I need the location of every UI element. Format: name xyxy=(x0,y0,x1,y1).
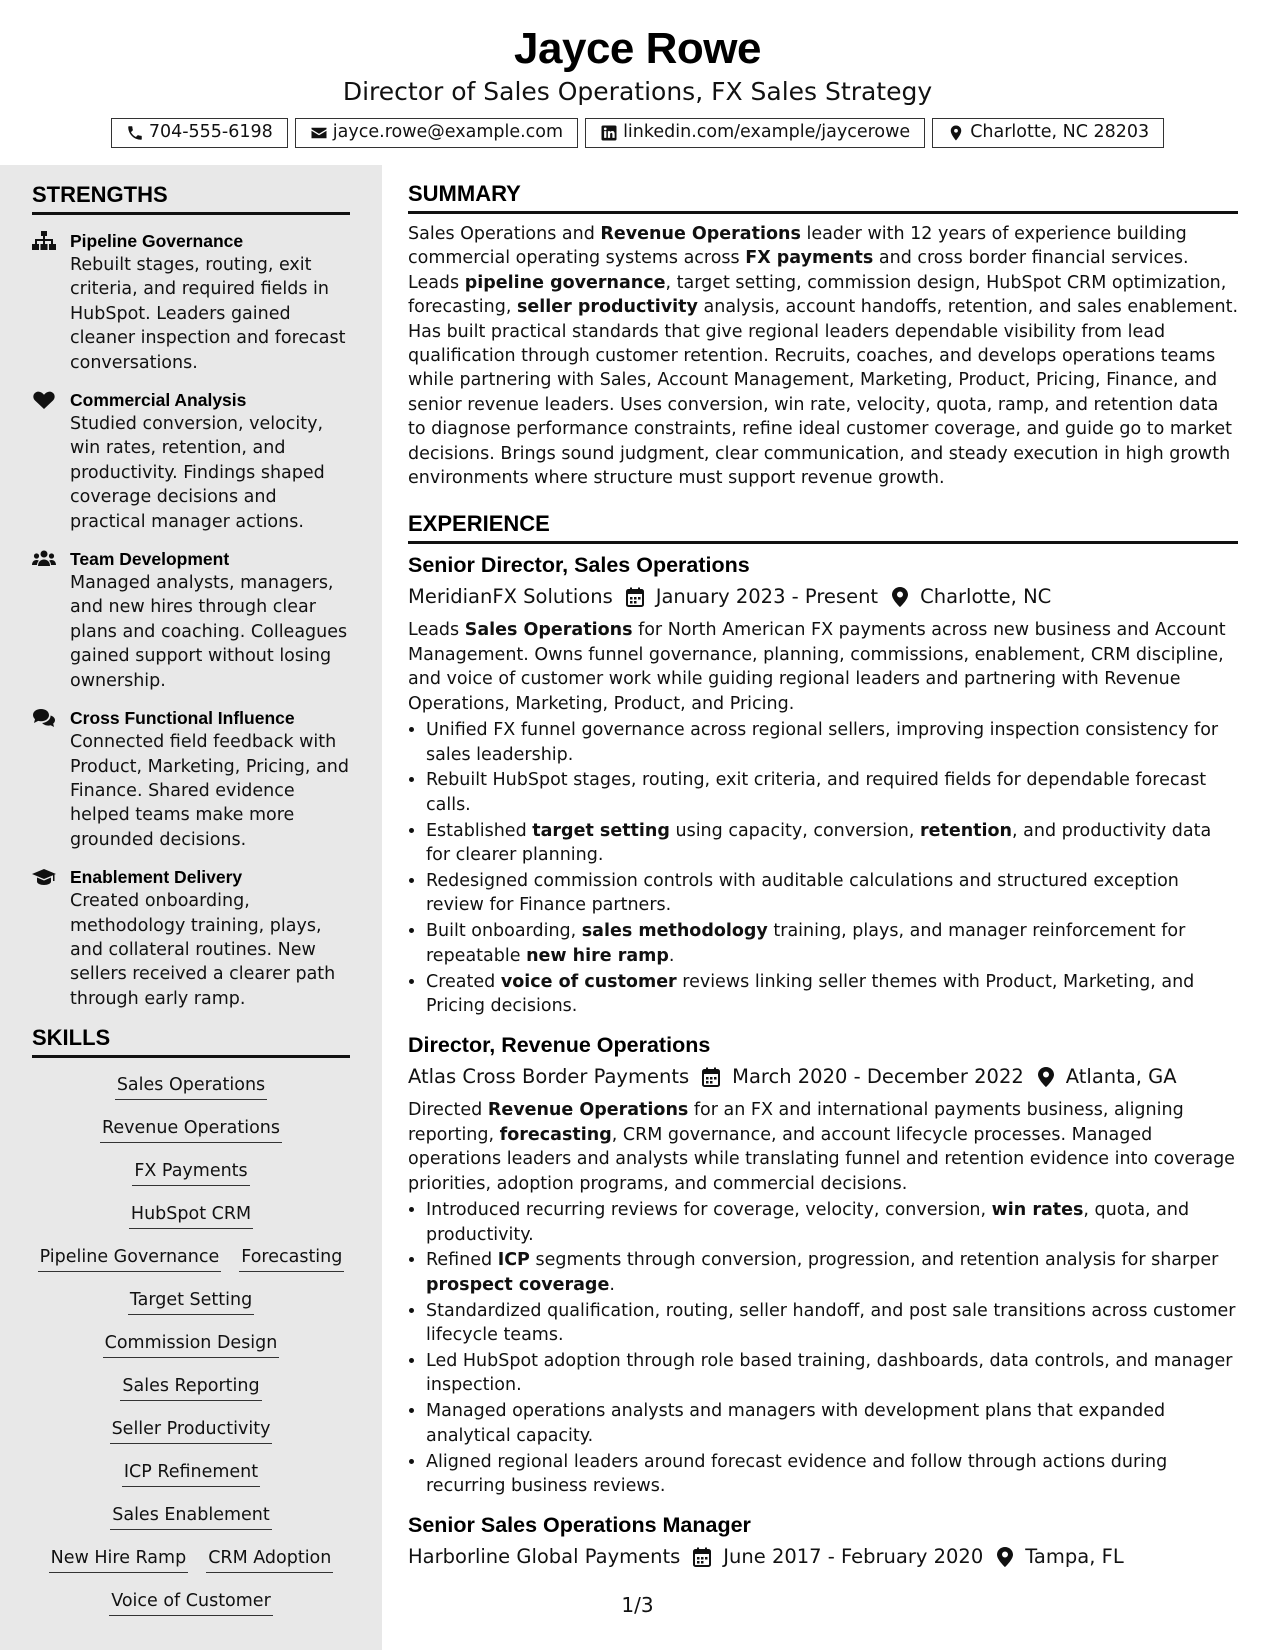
body-text: Managed operations analysts and managers with development plans that expanded analytical capacity. xyxy=(426,1401,1166,1446)
body-text: using capacity, conversion, xyxy=(669,820,920,841)
job-title: Director, Revenue Operations xyxy=(408,1033,711,1058)
map-pin-icon xyxy=(983,1547,1025,1567)
job-entry xyxy=(408,1030,1238,1498)
strength-title: Team Development xyxy=(70,549,230,570)
strength-title: Cross Functional Influence xyxy=(70,708,295,729)
strengths-list xyxy=(32,229,350,1011)
skill-tag: Seller Productivity xyxy=(110,1418,273,1444)
emphasis-text: Revenue Operations xyxy=(600,224,801,244)
skill-tag: Pipeline Governance xyxy=(38,1246,222,1272)
emphasis-text: target setting xyxy=(532,820,670,841)
body-text: segments through conversion, progression, and retention analysis for sharper xyxy=(529,1250,1219,1271)
strength-description: Created onboarding, methodology training, plays, and collateral routines. New sellers received a clearer path through early ramp. xyxy=(70,891,336,1009)
strength-item xyxy=(32,706,350,852)
bullet-item xyxy=(426,819,1238,868)
candidate-name: Jayce Rowe xyxy=(514,24,761,73)
body-text: Refined xyxy=(426,1250,498,1271)
body-text: for an FX and international payments business, aligning reporting, xyxy=(408,1100,1184,1145)
emphasis-text: Sales Operations xyxy=(464,620,633,641)
bullet-item xyxy=(426,1299,1238,1348)
strength-item xyxy=(32,547,350,693)
bullet-item xyxy=(426,1450,1238,1499)
summary-heading: SUMMARY xyxy=(408,180,1238,214)
map-pin-icon xyxy=(1024,1067,1066,1087)
body-text: Established xyxy=(426,820,533,841)
body-text: , quota, and productivity. xyxy=(426,1200,1190,1245)
strength-description: Managed analysts, managers, and new hires through clear plans and coaching. Colleagues gained support without losing ownership. xyxy=(70,573,348,691)
envelope-icon xyxy=(310,124,328,142)
body-text: Led HubSpot adoption through role based training, dashboards, data controls, and manager inspection. xyxy=(426,1351,1233,1396)
job-description xyxy=(408,1098,1238,1196)
job-dates: March 2020 - December 2022 xyxy=(732,1065,1024,1089)
bullet-item xyxy=(426,1349,1238,1398)
skill-tag: CRM Adoption xyxy=(206,1547,333,1573)
emphasis-text: retention xyxy=(919,820,1013,841)
skill-tag: Voice of Customer xyxy=(109,1590,273,1616)
bullet-item xyxy=(426,869,1238,918)
graduation-cap-icon xyxy=(32,865,70,1011)
job-location: Atlanta, GA xyxy=(1065,1065,1177,1089)
contact-phone[interactable] xyxy=(111,118,288,148)
bullet-item xyxy=(426,1399,1238,1448)
emphasis-text: sales methodology xyxy=(581,921,768,942)
job-bullets xyxy=(408,718,1238,1018)
strength-description: Rebuilt stages, routing, exit criteria, and required fields in HubSpot. Leaders gained cleaner inspection and forecast conversations. xyxy=(70,255,346,373)
contact-linkedin[interactable] xyxy=(585,118,925,148)
job-dates: January 2023 - Present xyxy=(655,585,879,609)
job-location: Tampa, FL xyxy=(1025,1545,1124,1569)
body-text: Built onboarding, xyxy=(426,921,582,942)
linkedin-url: linkedin.com/example/jaycerowe xyxy=(623,122,911,142)
skill-tag: Sales Reporting xyxy=(120,1375,261,1401)
phone-number: 704-555-6198 xyxy=(148,122,273,142)
strength-description: Connected field feedback with Product, Marketing, Pricing, and Finance. Shared evidence helped teams make more grounded decisions. xyxy=(70,732,349,850)
body-text: and cross border financial services. Leads xyxy=(408,248,1189,293)
sidebar xyxy=(0,165,382,1650)
skills-list xyxy=(32,1074,350,1616)
skill-tag: ICP Refinement xyxy=(122,1461,260,1487)
body-text: for North American FX payments across new business and Account Management. Owns funnel governance, planning, commissions, enablement, CRM discipline, and voice of customer work while guiding regional leaders and partnering with Revenue Operations, Marketing, Product, and Pricing. xyxy=(408,620,1226,714)
body-text: , CRM governance, and account lifecycle processes. Managed operations leaders and analysts while translating funnel and retention evidence into coverage priorities, adoption programs, and commercial decisions. xyxy=(408,1124,1235,1194)
email-address: jayce.rowe@example.com xyxy=(332,122,564,142)
bullet-item xyxy=(426,1198,1238,1247)
calendar-icon xyxy=(680,1547,723,1567)
strength-item xyxy=(32,388,350,534)
skill-tag: Forecasting xyxy=(239,1246,344,1272)
strength-title: Pipeline Governance xyxy=(70,231,244,251)
skill-tag: Commission Design xyxy=(103,1332,280,1358)
job-dates: June 2017 - February 2020 xyxy=(723,1545,984,1569)
calendar-icon xyxy=(689,1067,732,1087)
body-text: Directed xyxy=(408,1100,488,1121)
body-text: leader with 12 years of experience building commercial operating systems across xyxy=(408,224,1187,269)
company-name: MeridianFX Solutions xyxy=(408,585,613,609)
map-pin-icon xyxy=(947,124,965,142)
bullet-item xyxy=(426,1248,1238,1297)
body-text: Rebuilt HubSpot stages, routing, exit criteria, and required fields for dependable forecast calls. xyxy=(426,770,1207,815)
phone-icon xyxy=(126,124,144,142)
contact-email[interactable] xyxy=(295,118,578,148)
location-text: Charlotte, NC 28203 xyxy=(970,122,1150,142)
body-text: . xyxy=(668,945,675,966)
body-text: training, plays, and manager reinforcement for repeatable xyxy=(426,921,1186,966)
body-text: reviews linking seller themes with Product, Marketing, and Pricing decisions. xyxy=(426,971,1195,1017)
users-icon xyxy=(32,547,70,693)
body-text: Aligned regional leaders around forecast evidence and follow through actions during recurring business reviews. xyxy=(426,1451,1168,1497)
comments-icon xyxy=(32,706,70,852)
contact-bar xyxy=(0,118,1275,148)
skills-heading: SKILLS xyxy=(32,1024,350,1058)
strength-title: Commercial Analysis xyxy=(70,390,247,411)
job-title: Senior Director, Sales Operations xyxy=(408,553,750,578)
company-name: Atlas Cross Border Payments xyxy=(408,1065,690,1089)
strength-title: Enablement Delivery xyxy=(70,867,243,888)
body-text: analysis, account handoffs, retention, and sales enablement. Has built practical standards that give regional leaders dependable visibility from lead qualification through customer retention. Recruits, coaches, and develops operations teams while partnering with Sales, Account Management, Marketing, Product, Pricing, Finance, and senior revenue leaders. Uses conversion, win rate, velocity, quota, ramp, and retention data to diagnose performance constraints, refine ideal customer coverage, and guide go to market decisions. Brings sound judgment, clear communication, and steady execution in high growth environments where structure must support revenue growth. xyxy=(408,297,1239,489)
emphasis-text: ICP xyxy=(497,1250,530,1271)
bullet-item xyxy=(426,919,1238,968)
sitemap-icon xyxy=(32,229,70,375)
bullet-item xyxy=(426,718,1238,767)
strength-description: Studied conversion, velocity, win rates, retention, and productivity. Findings shaped coverage decisions and practical manager actions. xyxy=(70,414,325,532)
job-title: Senior Sales Operations Manager xyxy=(408,1513,751,1538)
strengths-heading: STRENGTHS xyxy=(32,181,350,215)
experience-heading: EXPERIENCE xyxy=(408,510,1238,544)
heart-icon xyxy=(32,388,70,534)
body-text: Unified FX funnel governance across regional sellers, improving inspection consistency for sales leadership. xyxy=(426,720,1219,765)
body-text: Created xyxy=(426,971,501,992)
job-bullets xyxy=(408,1198,1238,1498)
body-text: Introduced recurring reviews for coverage, velocity, conversion, xyxy=(426,1200,992,1221)
job-entry xyxy=(408,1510,1238,1571)
body-text: Redesigned commission controls with auditable calculations and structured exception review for Finance partners. xyxy=(426,871,1179,916)
candidate-title: Director of Sales Operations, FX Sales Strategy xyxy=(342,77,933,106)
company-name: Harborline Global Payments xyxy=(408,1545,681,1569)
emphasis-text: voice of customer xyxy=(500,971,677,992)
emphasis-text: forecasting xyxy=(499,1124,612,1145)
body-text: , and productivity data for clearer planning. xyxy=(426,820,1212,866)
body-text: Sales Operations and xyxy=(408,224,601,244)
calendar-icon xyxy=(613,587,656,607)
contact-location[interactable] xyxy=(932,118,1164,148)
page-number: 1/3 xyxy=(621,1593,654,1617)
map-pin-icon xyxy=(878,587,920,607)
emphasis-text: pipeline governance xyxy=(464,272,666,293)
body-text: , target setting, commission design, HubSpot CRM optimization, forecasting, xyxy=(408,272,1227,318)
emphasis-text: seller productivity xyxy=(516,297,698,318)
job-entry xyxy=(408,550,1238,1018)
emphasis-text: prospect coverage xyxy=(426,1274,610,1295)
bullet-item xyxy=(426,768,1238,817)
skill-tag: New Hire Ramp xyxy=(49,1547,189,1573)
linkedin-icon xyxy=(600,124,618,142)
emphasis-text: win rates xyxy=(991,1200,1084,1221)
skill-tag: FX Payments xyxy=(132,1160,249,1186)
body-text: Standardized qualification, routing, seller handoff, and post sale transitions across customer lifecycle teams. xyxy=(426,1300,1236,1346)
emphasis-text: new hire ramp xyxy=(526,945,669,966)
bullet-item xyxy=(426,970,1238,1019)
skill-tag: Sales Enablement xyxy=(110,1504,272,1530)
body-text: . xyxy=(609,1274,615,1295)
skill-tag: Revenue Operations xyxy=(100,1117,282,1143)
main-content xyxy=(408,180,1238,1571)
resume-header xyxy=(0,0,1275,148)
skill-tag: Sales Operations xyxy=(115,1074,267,1100)
body-text: Leads xyxy=(408,620,465,641)
emphasis-text: Revenue Operations xyxy=(487,1100,689,1121)
summary-text xyxy=(408,222,1238,490)
emphasis-text: FX payments xyxy=(745,248,874,269)
skill-tag: Target Setting xyxy=(128,1289,254,1315)
strength-item xyxy=(32,865,350,1011)
strength-item xyxy=(32,229,350,375)
skill-tag: HubSpot CRM xyxy=(129,1203,253,1229)
job-meta xyxy=(408,583,1238,611)
job-meta xyxy=(408,1543,1238,1571)
job-meta xyxy=(408,1063,1238,1091)
job-location: Charlotte, NC xyxy=(920,585,1052,609)
job-description xyxy=(408,618,1238,716)
